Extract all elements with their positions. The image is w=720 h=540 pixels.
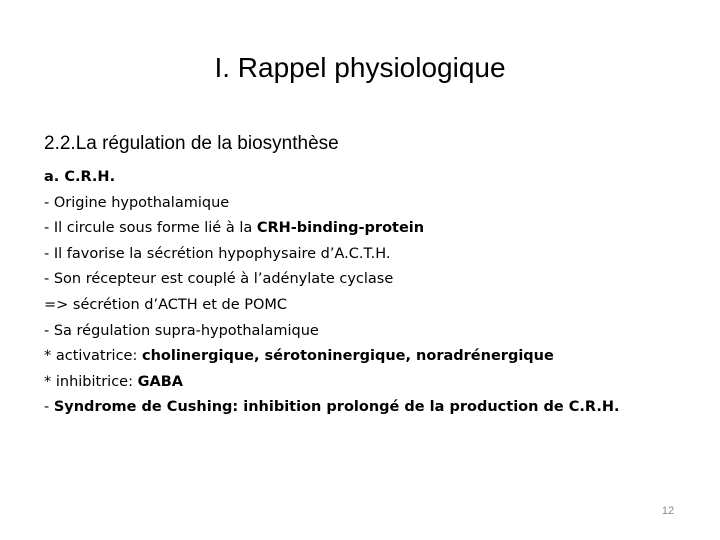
line-text: * activatrice: [44,348,142,365]
content-line-subheading [44,165,704,191]
line-text: - Il favorise la sécrétion hypophysaire d’A.C.T.H. [44,245,391,262]
content-line-pomc [44,293,704,319]
line-text-bold: Syndrome de Cushing: inhibition prolongé de la production de C.R.H. [53,399,620,416]
line-text: * inhibitrice: [44,373,138,390]
line-text-bold: GABA [137,373,183,390]
slide-title: I. Rappel physiologique [214,52,506,83]
page-number: 12 [661,505,675,517]
line-text: - Son récepteur est couplé à l’adénylate cyclase [44,271,394,288]
section-heading: 2.2.La régulation de la biosynthèse [44,133,339,154]
content-line-acth-secretion [44,242,704,268]
line-text: a. C.R.H. [44,169,116,185]
slide-content [44,165,704,421]
line-text: - Il circule sous forme lié à la [44,220,257,237]
line-text: - Origine hypothalamique [44,194,230,211]
content-line-inhibitor [44,370,704,396]
content-line-cushing [44,395,704,421]
content-line-origin [44,191,704,217]
line-text: => sécrétion d’ACTH et de POMC [44,296,288,313]
line-text-bold: CRH-binding-protein [256,220,425,237]
content-line-circulation [44,216,704,242]
content-line-receptor [44,267,704,293]
line-text-bold: cholinergique, sérotoninergique, noradrénergique [141,348,554,365]
line-text: - [44,399,54,416]
content-line-activator [44,344,704,370]
content-line-regulation [44,319,704,345]
line-text: - Sa régulation supra-hypothalamique [44,322,319,339]
